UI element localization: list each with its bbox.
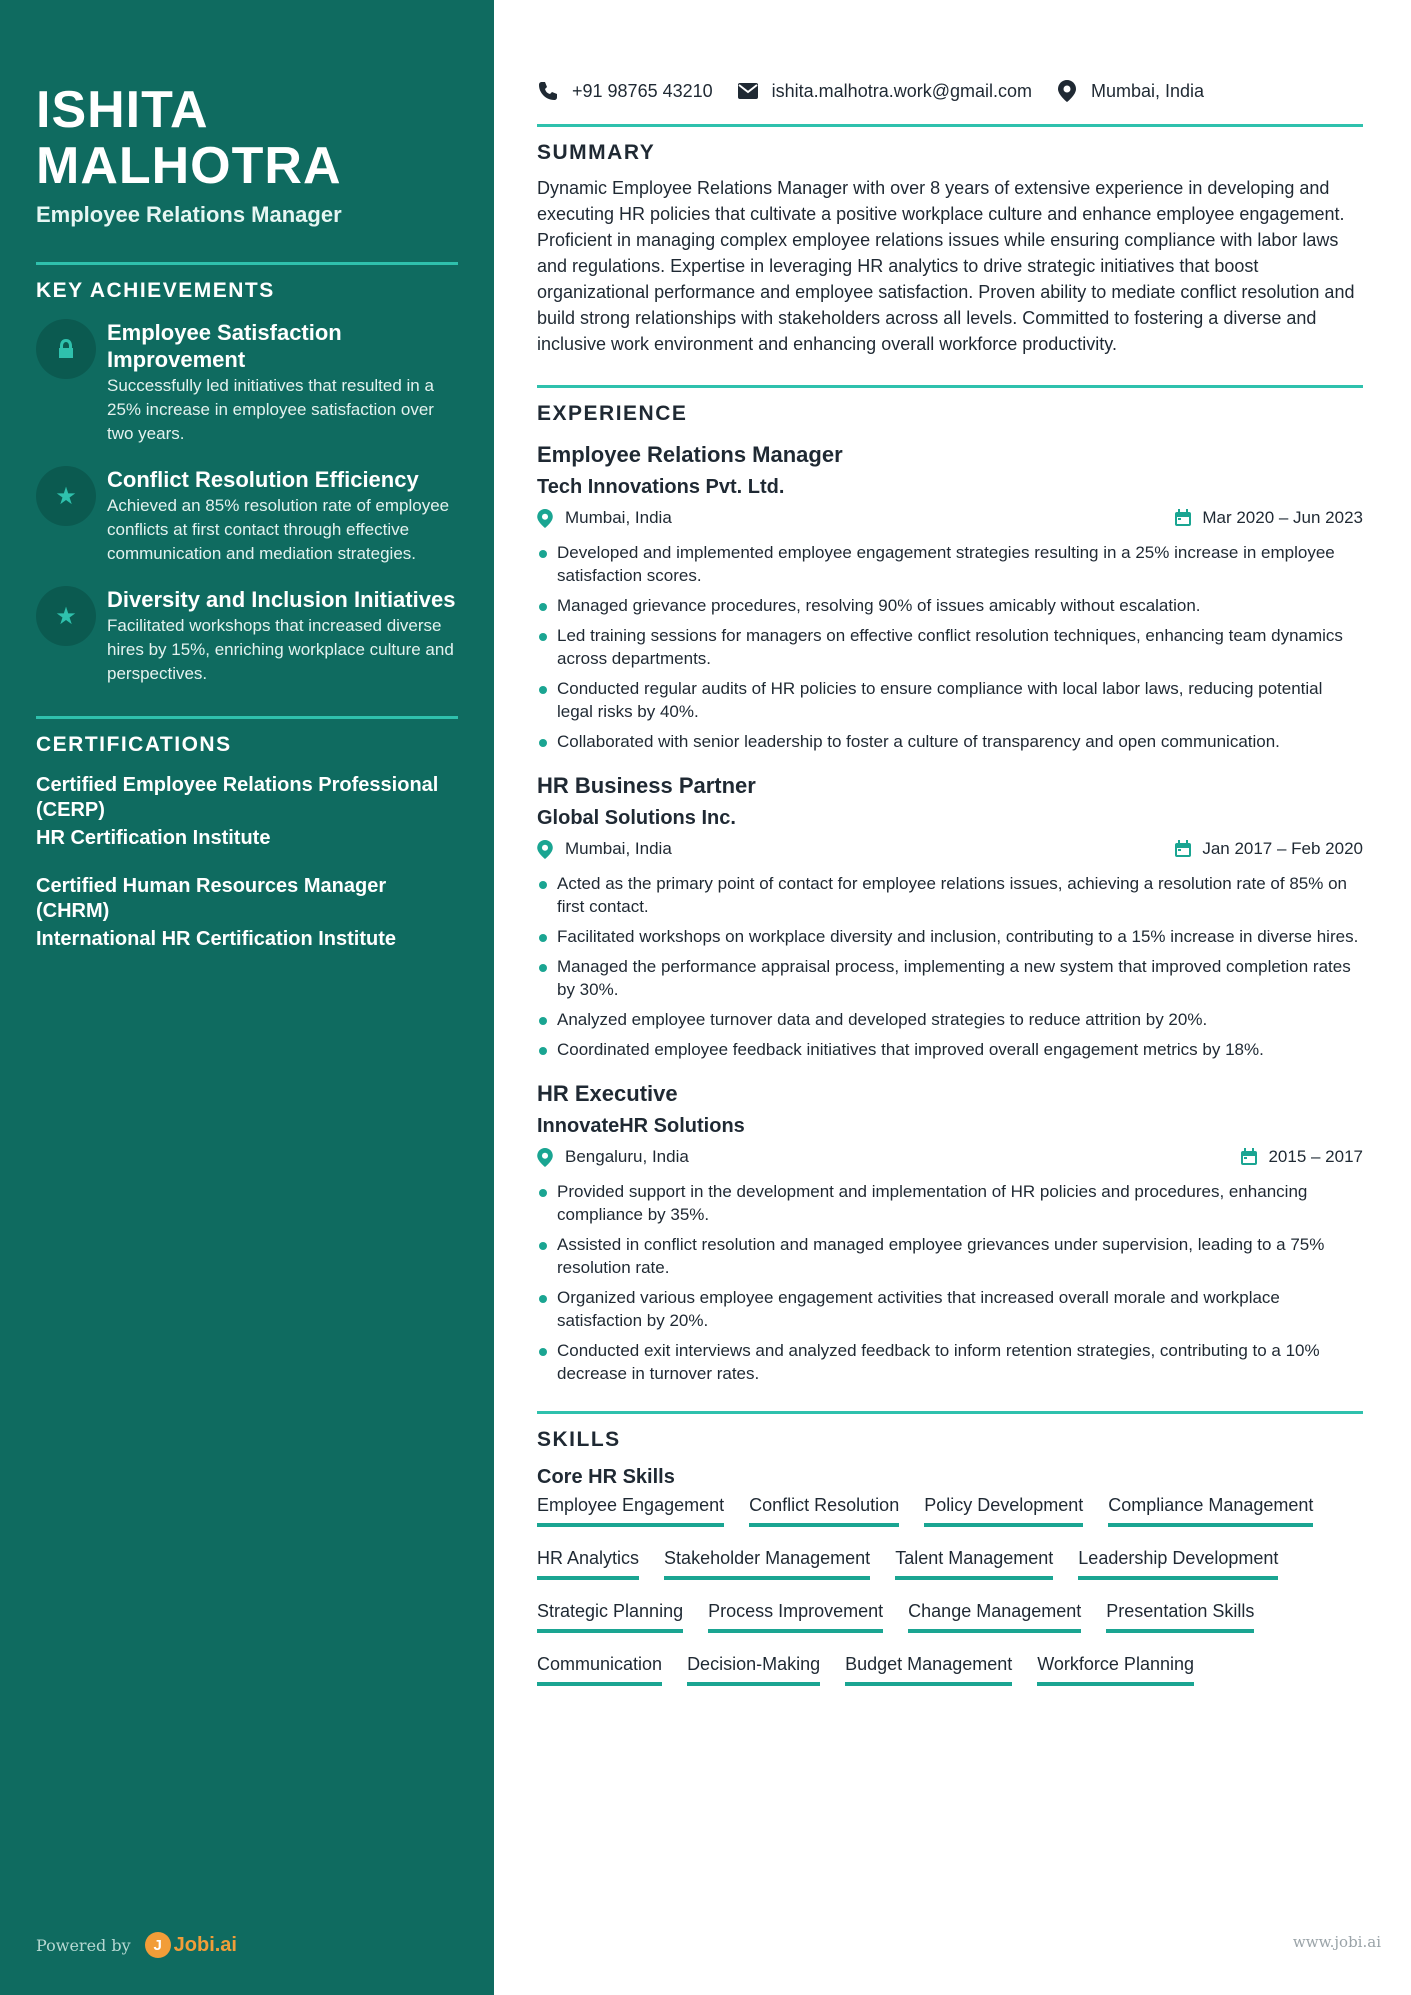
job-bullet: Managed the performance appraisal process, implementing a new system that improved completion rates by 30%. <box>537 955 1363 1001</box>
jobi-logo-icon: J <box>145 1932 171 1958</box>
summary-heading: SUMMARY <box>537 141 656 164</box>
skill-tag: Leadership Development <box>1078 1546 1278 1580</box>
job-bullet: Led training sessions for managers on effective conflict resolution techniques, enhancing team dynamics across departments. <box>537 624 1363 670</box>
skill-tag: Change Management <box>908 1599 1081 1633</box>
job-bullet: Analyzed employee turnover data and developed strategies to reduce attrition by 20%. <box>537 1008 1363 1031</box>
skill-tag: Process Improvement <box>708 1599 883 1633</box>
job-dates: 2015 – 2017 <box>1268 1147 1363 1166</box>
calendar-icon <box>1174 509 1192 527</box>
job-role: Employee Relations Manager <box>537 442 843 467</box>
achievement-title: Employee Satisfaction Improvement <box>107 320 342 372</box>
achievements-heading: KEY ACHIEVEMENTS <box>36 279 275 302</box>
skill-tag: Communication <box>537 1652 662 1686</box>
powered-by-label: Powered by <box>36 1935 131 1955</box>
sidebar <box>0 0 494 1995</box>
contact-phone[interactable] <box>537 80 713 102</box>
star-icon: ★ <box>36 466 96 526</box>
skill-tag: Presentation Skills <box>1106 1599 1254 1633</box>
achievement-item <box>36 586 458 686</box>
job-bullet: Assisted in conflict resolution and managed employee grievances under supervision, leading to a 75% resolution rate. <box>537 1233 1363 1279</box>
job-company: Tech Innovations Pvt. Ltd. <box>537 476 785 498</box>
job-bullets <box>537 541 1363 753</box>
certification-name: Certified Employee Relations Professional (CERP) <box>36 774 439 821</box>
skill-tag: Workforce Planning <box>1037 1652 1194 1686</box>
job-bullet: Acted as the primary point of contact for employee relations issues, achieving a resolution rate of 85% on first contact. <box>537 872 1363 918</box>
job-bullets <box>537 872 1363 1061</box>
mail-icon <box>737 80 759 102</box>
divider <box>537 1411 1363 1414</box>
job-meta <box>537 836 1363 862</box>
jobi-logo-text: Jobi.ai <box>173 1933 237 1956</box>
job-bullet: Coordinated employee feedback initiatives that improved overall engagement metrics by 18%. <box>537 1038 1363 1061</box>
calendar-icon <box>1174 840 1192 858</box>
job-dates: Mar 2020 – Jun 2023 <box>1202 508 1363 527</box>
job-meta <box>537 505 1363 531</box>
job-entry <box>537 1079 1363 1385</box>
contact-location <box>1056 80 1204 102</box>
job-role: HR Executive <box>537 1081 678 1106</box>
job-location: Bengaluru, India <box>565 1147 689 1166</box>
experience-heading: EXPERIENCE <box>537 402 688 425</box>
last-name: MALHOTRA <box>36 137 342 195</box>
skill-tag: HR Analytics <box>537 1546 639 1580</box>
skill-tag: Policy Development <box>924 1493 1083 1527</box>
job-bullets <box>537 1180 1363 1385</box>
phone-icon <box>537 80 559 102</box>
certification-issuer: HR Certification Institute <box>36 827 271 849</box>
job-bullet: Collaborated with senior leadership to foster a culture of transparency and open communication. <box>537 730 1363 753</box>
contact-email[interactable] <box>737 80 1032 102</box>
divider <box>36 716 458 719</box>
job-location: Mumbai, India <box>565 508 672 527</box>
skill-tag: Compliance Management <box>1108 1493 1313 1527</box>
certification-name: Certified Human Resources Manager (CHRM) <box>36 875 387 922</box>
skill-tag: Strategic Planning <box>537 1599 683 1633</box>
job-bullet: Developed and implemented employee engagement strategies resulting in a 25% increase in employee satisfaction scores. <box>537 541 1363 587</box>
job-bullet: Conducted regular audits of HR policies to ensure compliance with local labor laws, reducing potential legal risks by 40%. <box>537 677 1363 723</box>
achievement-description: Successfully led initiatives that resulted in a 25% increase in employee satisfaction over two years. <box>107 376 434 443</box>
location-pin-icon <box>537 840 555 858</box>
contact-bar <box>537 80 1363 102</box>
achievement-title: Conflict Resolution Efficiency <box>107 467 419 492</box>
phone-text: +91 98765 43210 <box>572 80 713 101</box>
job-location: Mumbai, India <box>565 839 672 858</box>
candidate-name <box>36 82 458 194</box>
skills-group-title: Core HR Skills <box>537 1466 675 1488</box>
achievement-description: Facilitated workshops that increased diverse hires by 15%, enriching workplace culture and perspectives. <box>107 616 454 683</box>
email-text: ishita.malhotra.work@gmail.com <box>771 80 1033 101</box>
powered-by <box>36 1932 237 1958</box>
job-dates: Jan 2017 – Feb 2020 <box>1202 839 1363 858</box>
lock-icon <box>36 319 96 379</box>
location-pin-icon <box>537 509 555 527</box>
certification-issuer: International HR Certification Institute <box>36 928 397 950</box>
certifications-heading: CERTIFICATIONS <box>36 733 232 756</box>
certification-item <box>36 874 458 953</box>
calendar-icon <box>1240 1148 1258 1166</box>
job-bullet: Organized various employee engagement activities that increased overall morale and workplace satisfaction by 20%. <box>537 1286 1363 1332</box>
location-text: Mumbai, India <box>1091 80 1205 101</box>
certification-item <box>36 773 458 852</box>
achievement-description: Achieved an 85% resolution rate of employee conflicts at first contact through effective communication and mediation strategies. <box>107 496 450 563</box>
achievement-item <box>36 466 458 566</box>
footer-url[interactable]: www.jobi.ai <box>1292 1933 1381 1951</box>
job-entry <box>537 440 1363 753</box>
skill-tag: Budget Management <box>845 1652 1012 1686</box>
divider <box>36 262 458 265</box>
skills-list <box>537 1493 1363 1705</box>
skill-tag: Employee Engagement <box>537 1493 724 1527</box>
skill-tag: Decision-Making <box>687 1652 820 1686</box>
achievement-item <box>36 319 458 446</box>
location-pin-icon <box>1056 80 1078 102</box>
skill-tag: Talent Management <box>895 1546 1053 1580</box>
job-entry <box>537 771 1363 1061</box>
job-bullet: Provided support in the development and implementation of HR policies and procedures, enhancing compliance by 35%. <box>537 1180 1363 1226</box>
location-pin-icon <box>537 1148 555 1166</box>
divider <box>537 124 1363 127</box>
achievement-title: Diversity and Inclusion Initiatives <box>107 587 456 612</box>
skill-tag: Stakeholder Management <box>664 1546 870 1580</box>
job-bullet: Facilitated workshops on workplace diversity and inclusion, contributing to a 15% increase in diverse hires. <box>537 925 1363 948</box>
main-content <box>537 0 1363 1705</box>
candidate-title: Employee Relations Manager <box>36 202 342 227</box>
divider <box>537 385 1363 388</box>
job-role: HR Business Partner <box>537 773 756 798</box>
job-bullet: Managed grievance procedures, resolving 90% of issues amicably without escalation. <box>537 594 1363 617</box>
first-name: ISHITA <box>36 81 209 139</box>
skills-heading: SKILLS <box>537 1428 621 1451</box>
job-meta <box>537 1144 1363 1170</box>
star-icon: ★ <box>36 586 96 646</box>
job-company: InnovateHR Solutions <box>537 1115 745 1137</box>
job-company: Global Solutions Inc. <box>537 807 736 829</box>
summary-text: Dynamic Employee Relations Manager with over 8 years of extensive experience in developing and executing HR policies that cultivate a positive workplace culture and enhance employee engagement. Proficient in managing complex employee relations issues while ensuring compliance with labor laws and regulations. Expertise in leveraging HR analytics to drive strategic initiatives that boost organizational performance and employee satisfaction. Proven ability to mediate conflict resolution and build strong relationships with stakeholders across all levels. Committed to fostering a diverse and inclusive work environment and enhancing overall workforce productivity. <box>537 178 1355 354</box>
job-bullet: Conducted exit interviews and analyzed feedback to inform retention strategies, contributing to a 10% decrease in turnover rates. <box>537 1339 1363 1385</box>
skill-tag: Conflict Resolution <box>749 1493 899 1527</box>
